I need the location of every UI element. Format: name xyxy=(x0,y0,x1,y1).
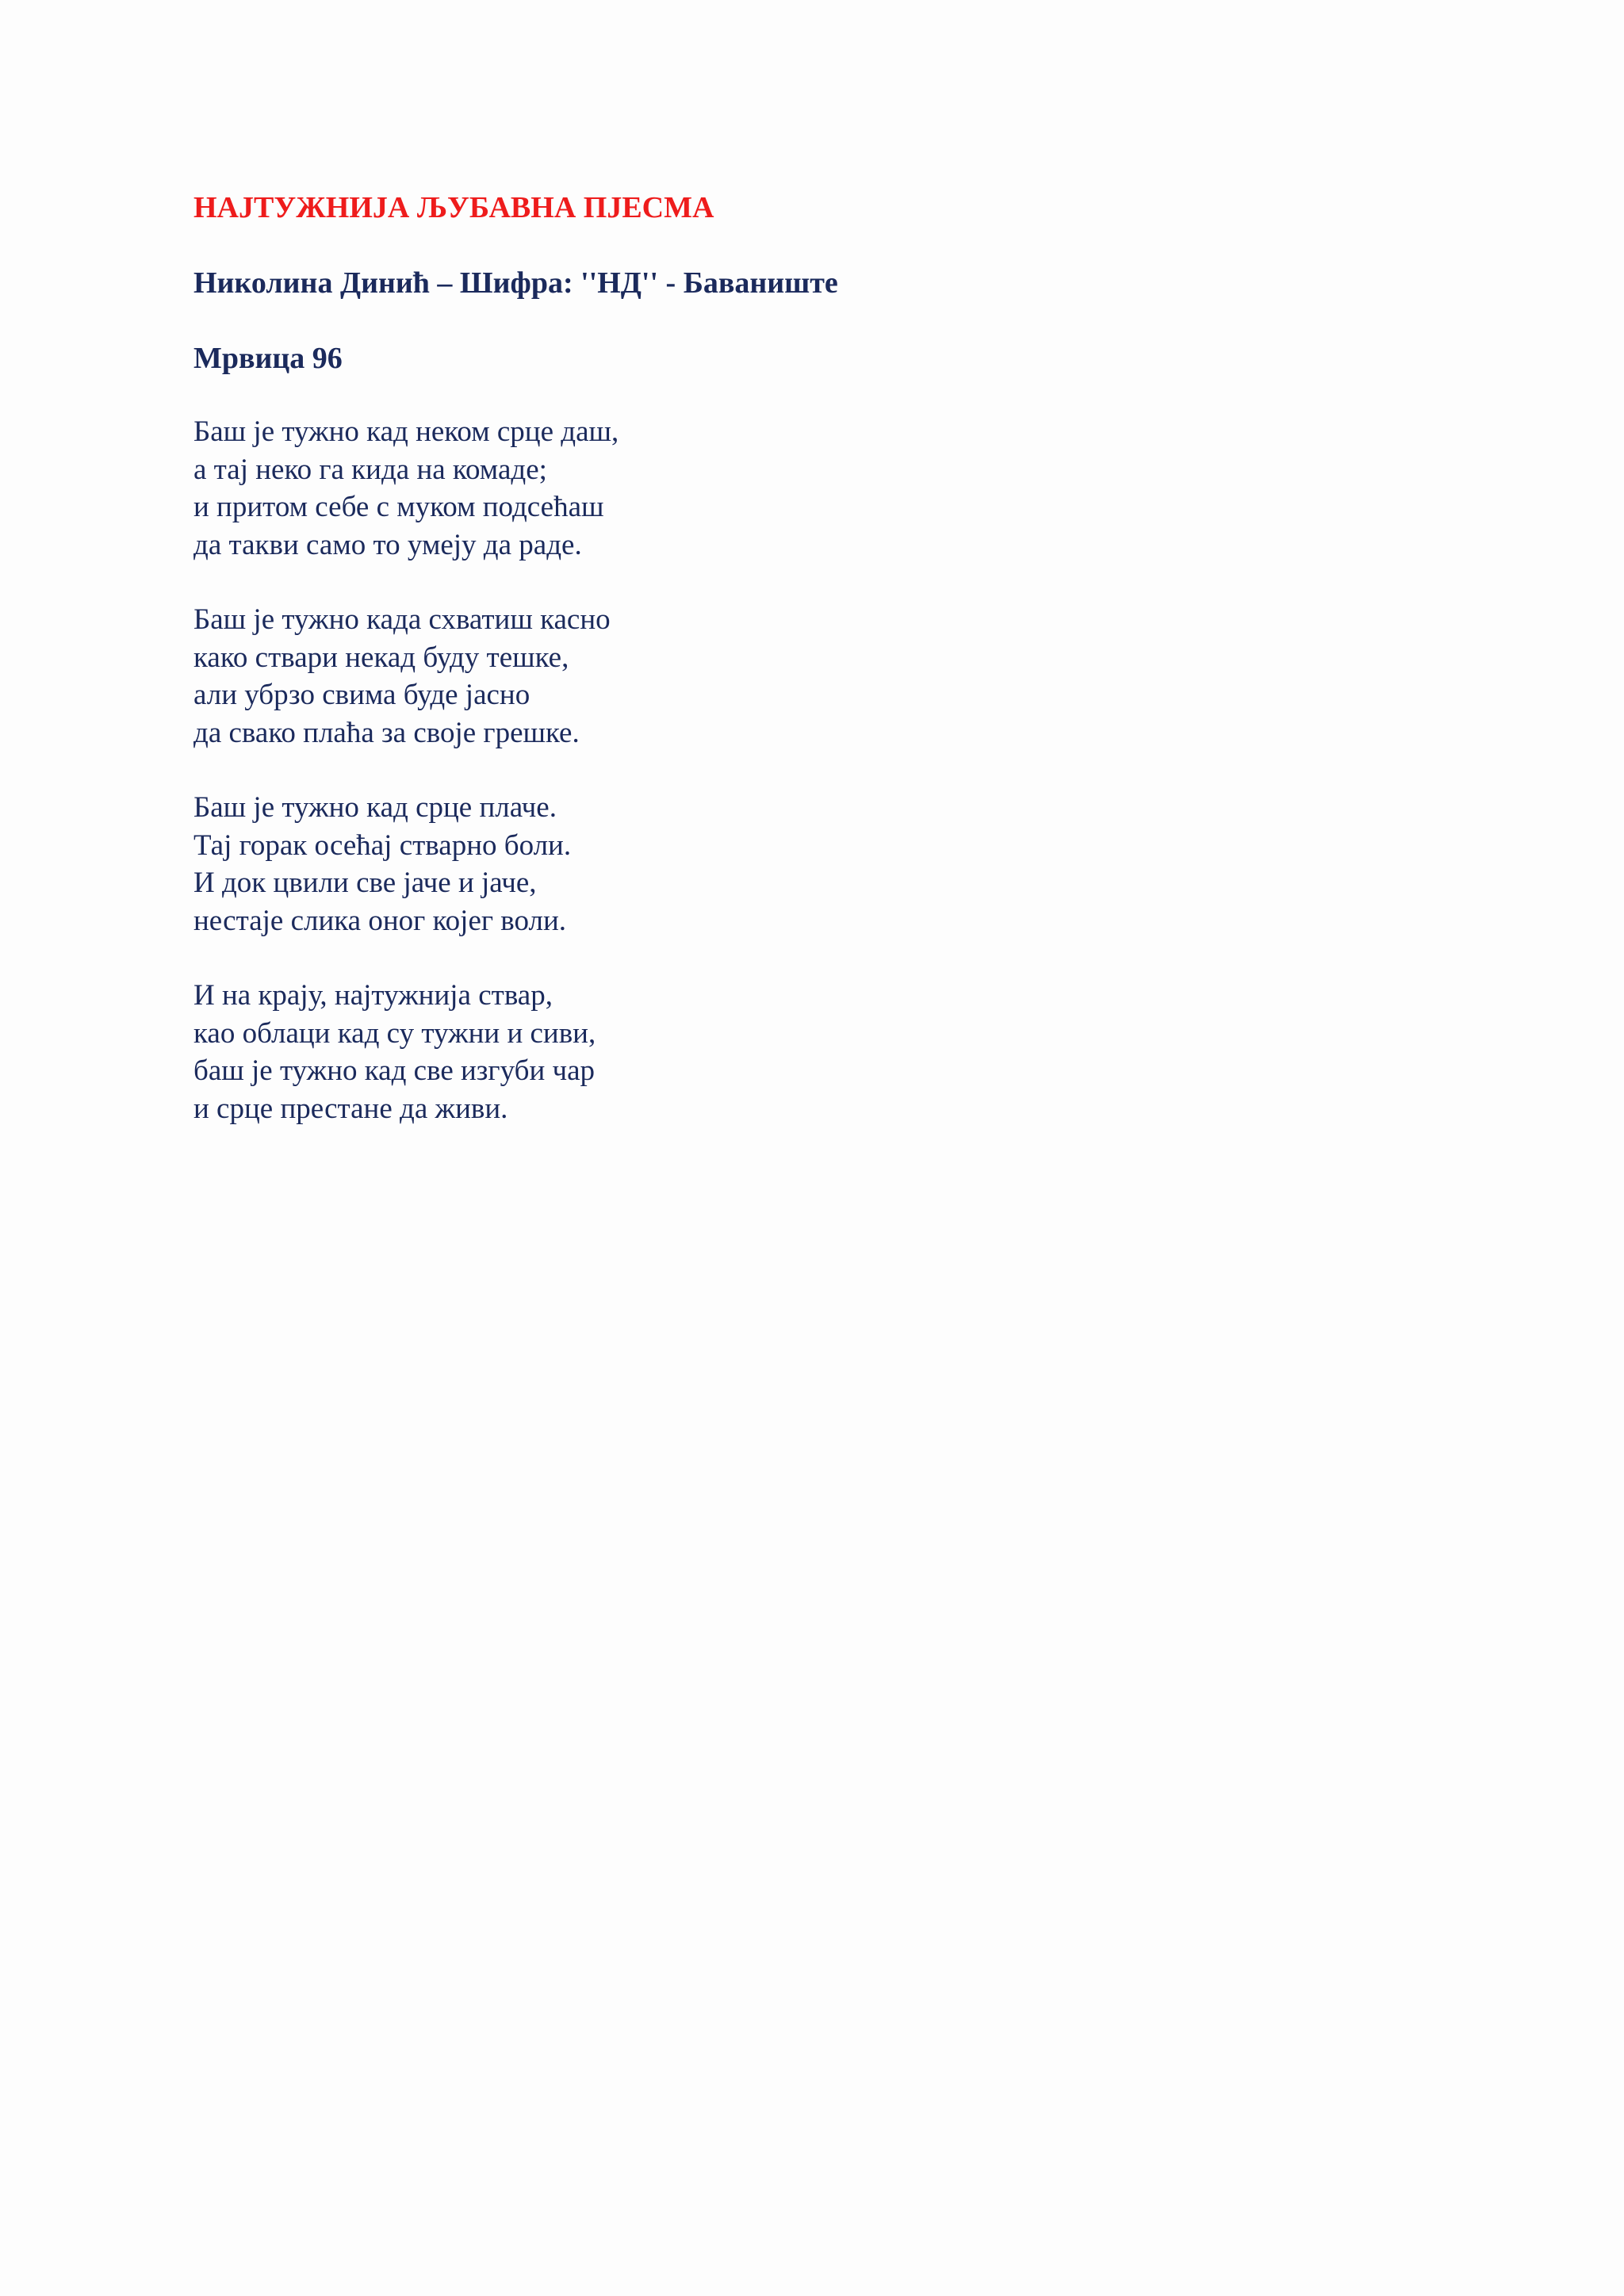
poem-line: Баш је тужно кад срце плаче. xyxy=(193,791,557,824)
poem-title: НАЈТУЖНИЈА ЉУБАВНА ПЈЕСМА xyxy=(193,191,714,224)
stanza-4 xyxy=(193,977,1462,1127)
poem-line: како ствари некад буду тешке, xyxy=(193,641,569,674)
poem-line: Тај горак осећај стварно боли. xyxy=(193,828,572,862)
poem-body xyxy=(193,413,1462,1127)
author-line: Николина Динић – Шифра: ''НД'' - Баваниште xyxy=(193,266,838,300)
poem-line: да такви само то умеју да раде. xyxy=(193,528,582,561)
poem-line: нестаје слика оног којег воли. xyxy=(193,904,567,937)
code-line: Мрвица 96 xyxy=(193,342,343,375)
stanza-2 xyxy=(193,601,1462,752)
poem-line: И на крају, најтужнија ствар, xyxy=(193,979,553,1012)
document-content xyxy=(193,189,1462,1165)
poem-line: И док цвили све јаче и јаче, xyxy=(193,867,537,899)
poem-line: Баш је тужно када схватиш касно xyxy=(193,603,611,636)
poem-line: баш је тужно кад све изгуби чар xyxy=(193,1054,596,1087)
poem-line: и притом себе с муком подсећаш xyxy=(193,491,604,523)
poem-line: Баш је тужно кад неком срце даш, xyxy=(193,415,619,448)
poem-line: али убрзо свима буде јасно xyxy=(193,679,530,711)
poem-line: да свако плаћа за своје грешке. xyxy=(193,716,580,749)
stanza-1 xyxy=(193,413,1462,564)
poem-line: и срце престане да живи. xyxy=(193,1092,508,1125)
poem-line: а тај неко га кида на комаде; xyxy=(193,453,547,486)
stanza-3 xyxy=(193,789,1462,939)
poem-line: као облаци кад су тужни и сиви, xyxy=(193,1016,596,1050)
